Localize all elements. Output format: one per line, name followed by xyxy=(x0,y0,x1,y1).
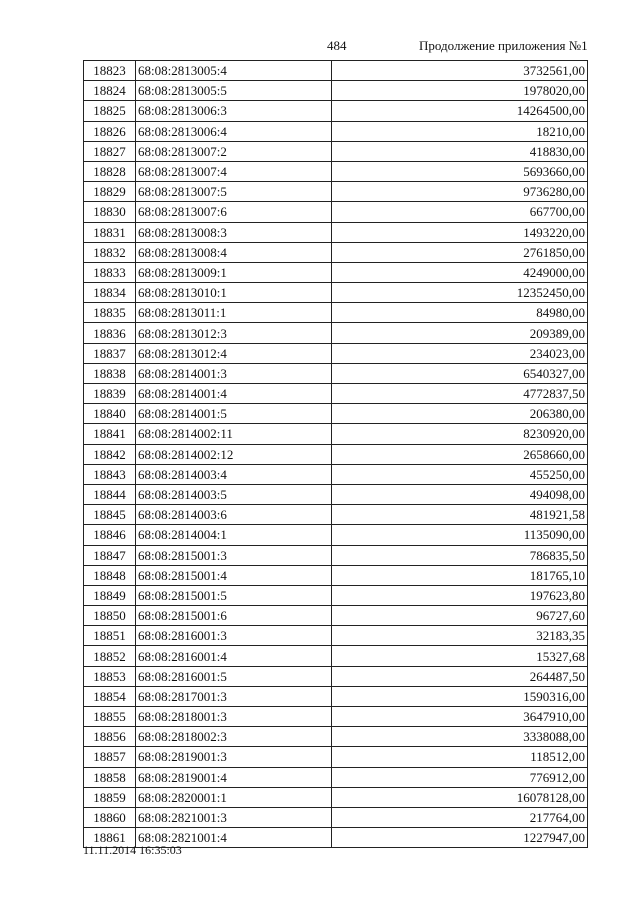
cadastral-number-cell: 68:08:2814003:5 xyxy=(136,484,332,504)
table-row xyxy=(84,61,588,81)
table-row xyxy=(84,585,588,605)
cadastral-number-cell: 68:08:2815001:3 xyxy=(136,545,332,565)
cadastral-value-cell: 418830,00 xyxy=(332,141,588,161)
cadastral-value-cell: 4772837,50 xyxy=(332,384,588,404)
cadastral-value-cell: 96727,60 xyxy=(332,606,588,626)
cadastral-number-cell: 68:08:2813010:1 xyxy=(136,283,332,303)
cadastral-number-cell: 68:08:2813005:5 xyxy=(136,81,332,101)
table-row xyxy=(84,565,588,585)
row-number-cell: 18849 xyxy=(84,585,136,605)
cadastral-number-cell: 68:08:2820001:1 xyxy=(136,787,332,807)
page-number: 484 xyxy=(327,38,347,53)
cadastral-value-cell: 1227947,00 xyxy=(332,828,588,848)
cadastral-value-cell: 14264500,00 xyxy=(332,101,588,121)
cadastral-number-cell: 68:08:2816001:4 xyxy=(136,646,332,666)
row-number-cell: 18844 xyxy=(84,484,136,504)
cadastral-number-cell: 68:08:2814003:4 xyxy=(136,464,332,484)
row-number-cell: 18853 xyxy=(84,666,136,686)
cadastral-value-cell: 1590316,00 xyxy=(332,686,588,706)
row-number-cell: 18836 xyxy=(84,323,136,343)
cadastral-number-cell: 68:08:2813009:1 xyxy=(136,262,332,282)
cadastral-value-cell: 8230920,00 xyxy=(332,424,588,444)
cadastral-number-cell: 68:08:2813007:6 xyxy=(136,202,332,222)
cadastral-number-cell: 68:08:2813007:4 xyxy=(136,161,332,181)
cadastral-number-cell: 68:08:2818001:3 xyxy=(136,707,332,727)
table-row xyxy=(84,444,588,464)
table-row xyxy=(84,424,588,444)
row-number-cell: 18858 xyxy=(84,767,136,787)
table-row xyxy=(84,343,588,363)
cadastral-value-cell: 15327,68 xyxy=(332,646,588,666)
table-row xyxy=(84,464,588,484)
table-row xyxy=(84,707,588,727)
cadastral-value-cell: 32183,35 xyxy=(332,626,588,646)
table-row xyxy=(84,121,588,141)
row-number-cell: 18826 xyxy=(84,121,136,141)
cadastral-value-cell: 118512,00 xyxy=(332,747,588,767)
row-number-cell: 18846 xyxy=(84,525,136,545)
cadastral-value-cell: 1135090,00 xyxy=(332,525,588,545)
cadastral-number-cell: 68:08:2816001:5 xyxy=(136,666,332,686)
cadastral-value-cell: 455250,00 xyxy=(332,464,588,484)
cadastral-number-cell: 68:08:2813011:1 xyxy=(136,303,332,323)
row-number-cell: 18851 xyxy=(84,626,136,646)
table-row xyxy=(84,666,588,686)
cadastral-value-cell: 209389,00 xyxy=(332,323,588,343)
cadastral-value-cell: 197623,80 xyxy=(332,585,588,605)
cadastral-value-cell: 12352450,00 xyxy=(332,283,588,303)
row-number-cell: 18845 xyxy=(84,505,136,525)
table-row xyxy=(84,141,588,161)
cadastral-value-table xyxy=(83,60,588,848)
cadastral-number-cell: 68:08:2821001:4 xyxy=(136,828,332,848)
row-number-cell: 18838 xyxy=(84,363,136,383)
cadastral-number-cell: 68:08:2814003:6 xyxy=(136,505,332,525)
row-number-cell: 18830 xyxy=(84,202,136,222)
cadastral-number-cell: 68:08:2815001:5 xyxy=(136,585,332,605)
row-number-cell: 18825 xyxy=(84,101,136,121)
cadastral-number-cell: 68:08:2814001:3 xyxy=(136,363,332,383)
row-number-cell: 18829 xyxy=(84,182,136,202)
row-number-cell: 18824 xyxy=(84,81,136,101)
cadastral-value-cell: 3647910,00 xyxy=(332,707,588,727)
table-row xyxy=(84,202,588,222)
table-row xyxy=(84,747,588,767)
cadastral-number-cell: 68:08:2813007:5 xyxy=(136,182,332,202)
cadastral-value-cell: 3338088,00 xyxy=(332,727,588,747)
cadastral-value-cell: 1978020,00 xyxy=(332,81,588,101)
print-timestamp: 11.11.2014 16:35:03 xyxy=(83,843,182,857)
table-row xyxy=(84,686,588,706)
table-row xyxy=(84,404,588,424)
row-number-cell: 18859 xyxy=(84,787,136,807)
cadastral-value-cell: 2761850,00 xyxy=(332,242,588,262)
row-number-cell: 18841 xyxy=(84,424,136,444)
cadastral-number-cell: 68:08:2814002:11 xyxy=(136,424,332,444)
row-number-cell: 18837 xyxy=(84,343,136,363)
cadastral-number-cell: 68:08:2814001:4 xyxy=(136,384,332,404)
cadastral-value-cell: 3732561,00 xyxy=(332,61,588,81)
cadastral-value-cell: 181765,10 xyxy=(332,565,588,585)
cadastral-value-cell: 206380,00 xyxy=(332,404,588,424)
table-row xyxy=(84,545,588,565)
table-row xyxy=(84,323,588,343)
row-number-cell: 18848 xyxy=(84,565,136,585)
row-number-cell: 18847 xyxy=(84,545,136,565)
cadastral-number-cell: 68:08:2813005:4 xyxy=(136,61,332,81)
cadastral-value-cell: 16078128,00 xyxy=(332,787,588,807)
row-number-cell: 18852 xyxy=(84,646,136,666)
row-number-cell: 18835 xyxy=(84,303,136,323)
cadastral-number-cell: 68:08:2813006:4 xyxy=(136,121,332,141)
row-number-cell: 18861 xyxy=(84,828,136,848)
cadastral-number-cell: 68:08:2813012:3 xyxy=(136,323,332,343)
cadastral-value-cell: 18210,00 xyxy=(332,121,588,141)
table-row xyxy=(84,363,588,383)
row-number-cell: 18828 xyxy=(84,161,136,181)
cadastral-number-cell: 68:08:2813008:4 xyxy=(136,242,332,262)
table-row xyxy=(84,484,588,504)
cadastral-number-cell: 68:08:2813008:3 xyxy=(136,222,332,242)
table-row xyxy=(84,626,588,646)
table-row xyxy=(84,101,588,121)
table-row xyxy=(84,727,588,747)
cadastral-number-cell: 68:08:2818002:3 xyxy=(136,727,332,747)
row-number-cell: 18839 xyxy=(84,384,136,404)
table-row xyxy=(84,303,588,323)
cadastral-number-cell: 68:08:2815001:4 xyxy=(136,565,332,585)
cadastral-number-cell: 68:08:2814001:5 xyxy=(136,404,332,424)
appendix-note: Продолжение приложения №1 xyxy=(419,38,588,53)
cadastral-number-cell: 68:08:2816001:3 xyxy=(136,626,332,646)
row-number-cell: 18832 xyxy=(84,242,136,262)
cadastral-number-cell: 68:08:2815001:6 xyxy=(136,606,332,626)
cadastral-value-cell: 9736280,00 xyxy=(332,182,588,202)
cadastral-value-cell: 1493220,00 xyxy=(332,222,588,242)
cadastral-value-cell: 234023,00 xyxy=(332,343,588,363)
row-number-cell: 18831 xyxy=(84,222,136,242)
table-row xyxy=(84,161,588,181)
table-row xyxy=(84,384,588,404)
row-number-cell: 18843 xyxy=(84,464,136,484)
cadastral-number-cell: 68:08:2814002:12 xyxy=(136,444,332,464)
table-row xyxy=(84,646,588,666)
table-row xyxy=(84,81,588,101)
row-number-cell: 18840 xyxy=(84,404,136,424)
table-row xyxy=(84,505,588,525)
cadastral-value-cell: 494098,00 xyxy=(332,484,588,504)
table-row xyxy=(84,807,588,827)
cadastral-number-cell: 68:08:2813007:2 xyxy=(136,141,332,161)
table-row xyxy=(84,525,588,545)
row-number-cell: 18823 xyxy=(84,61,136,81)
table-body xyxy=(84,61,588,848)
table-row xyxy=(84,262,588,282)
cadastral-number-cell: 68:08:2813012:4 xyxy=(136,343,332,363)
cadastral-value-cell: 6540327,00 xyxy=(332,363,588,383)
cadastral-number-cell: 68:08:2819001:3 xyxy=(136,747,332,767)
cadastral-value-cell: 2658660,00 xyxy=(332,444,588,464)
table-row xyxy=(84,787,588,807)
row-number-cell: 18827 xyxy=(84,141,136,161)
table-row xyxy=(84,182,588,202)
cadastral-value-cell: 4249000,00 xyxy=(332,262,588,282)
row-number-cell: 18857 xyxy=(84,747,136,767)
cadastral-number-cell: 68:08:2814004:1 xyxy=(136,525,332,545)
cadastral-value-cell: 217764,00 xyxy=(332,807,588,827)
row-number-cell: 18854 xyxy=(84,686,136,706)
row-number-cell: 18850 xyxy=(84,606,136,626)
table-row xyxy=(84,242,588,262)
cadastral-value-cell: 776912,00 xyxy=(332,767,588,787)
cadastral-number-cell: 68:08:2817001:3 xyxy=(136,686,332,706)
cadastral-value-cell: 667700,00 xyxy=(332,202,588,222)
row-number-cell: 18856 xyxy=(84,727,136,747)
row-number-cell: 18833 xyxy=(84,262,136,282)
cadastral-number-cell: 68:08:2813006:3 xyxy=(136,101,332,121)
table-row xyxy=(84,283,588,303)
table-row xyxy=(84,222,588,242)
cadastral-number-cell: 68:08:2819001:4 xyxy=(136,767,332,787)
row-number-cell: 18855 xyxy=(84,707,136,727)
cadastral-value-cell: 84980,00 xyxy=(332,303,588,323)
row-number-cell: 18834 xyxy=(84,283,136,303)
table-row xyxy=(84,606,588,626)
table-row xyxy=(84,767,588,787)
cadastral-value-cell: 481921,58 xyxy=(332,505,588,525)
cadastral-number-cell: 68:08:2821001:3 xyxy=(136,807,332,827)
row-number-cell: 18860 xyxy=(84,807,136,827)
cadastral-value-cell: 5693660,00 xyxy=(332,161,588,181)
cadastral-value-cell: 786835,50 xyxy=(332,545,588,565)
row-number-cell: 18842 xyxy=(84,444,136,464)
cadastral-value-cell: 264487,50 xyxy=(332,666,588,686)
